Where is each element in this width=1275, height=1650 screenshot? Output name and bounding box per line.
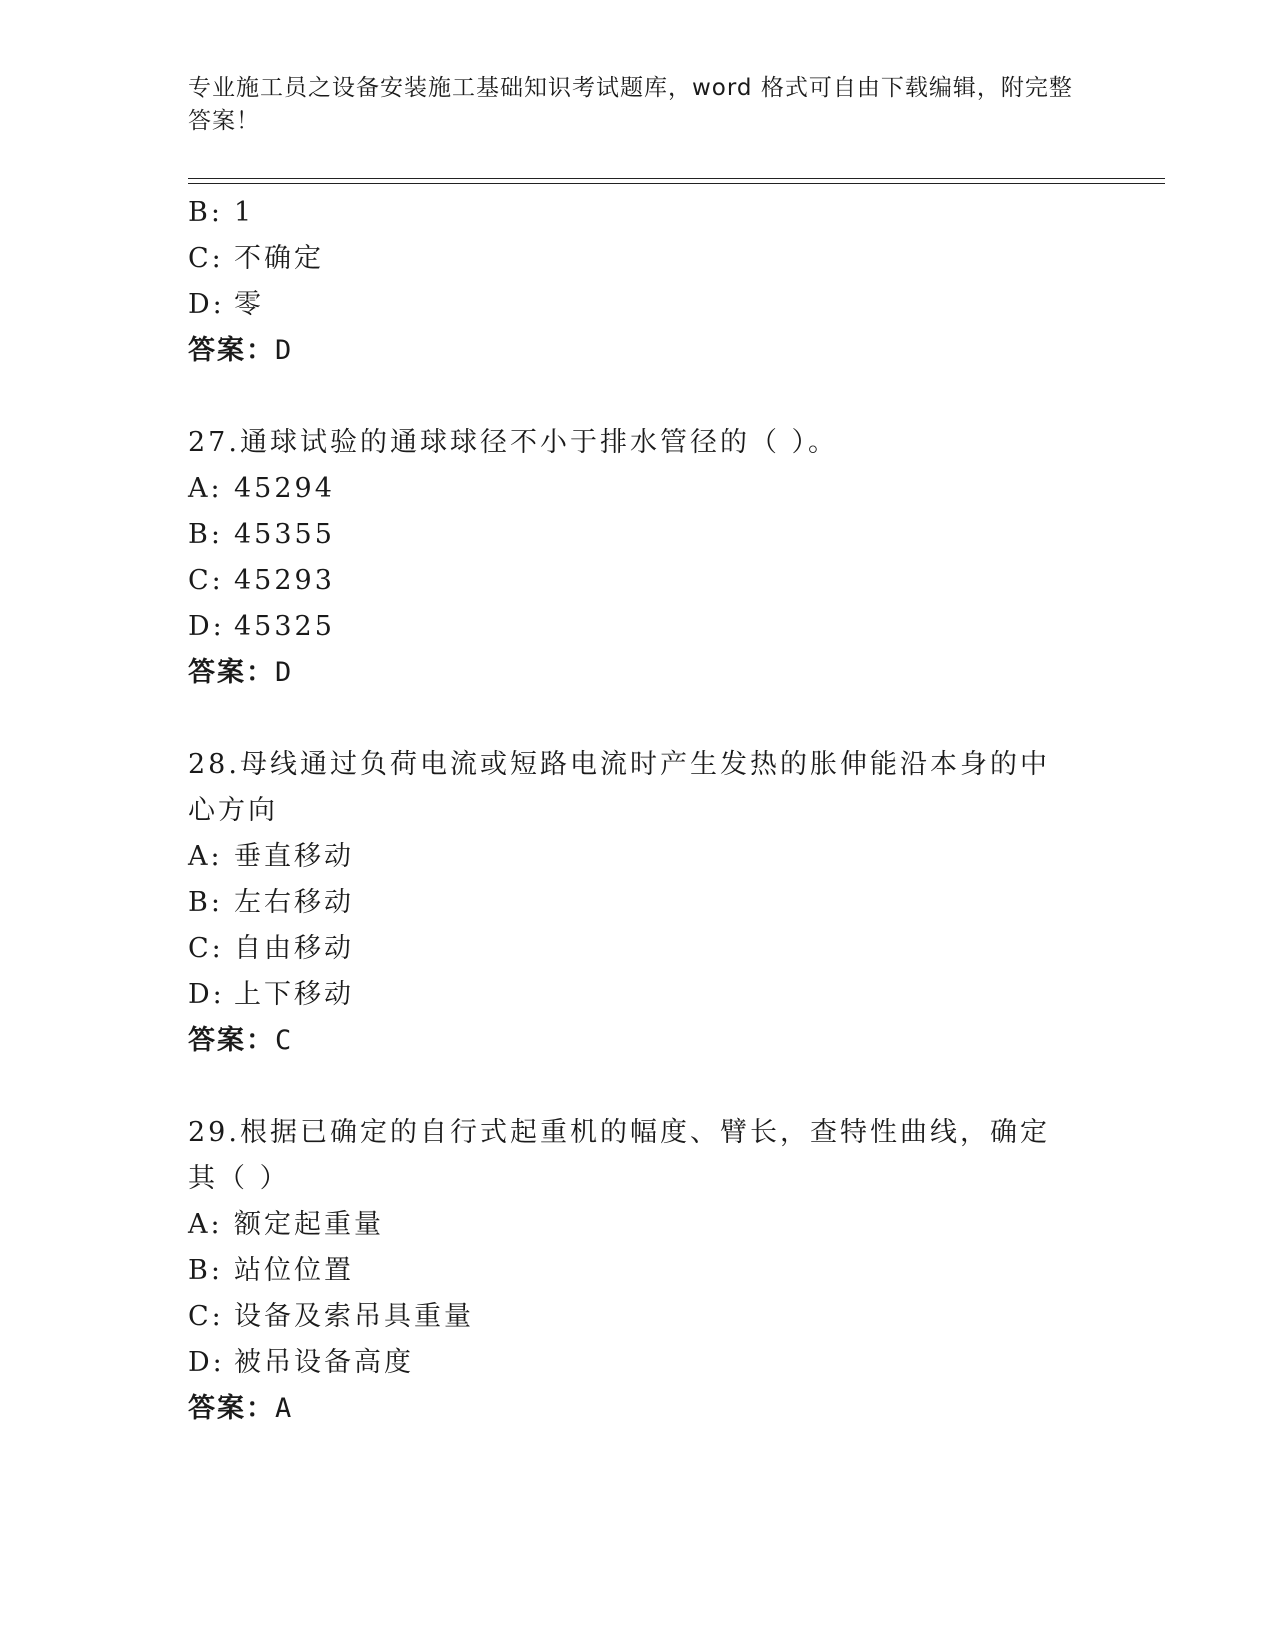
option-text: 站位位置	[234, 1255, 354, 1286]
answer-line	[188, 328, 1088, 374]
option-label: D:	[188, 611, 225, 642]
option-text: 45355	[234, 519, 335, 550]
answer-value: D	[275, 657, 294, 688]
option-label: D:	[188, 979, 225, 1010]
option-a	[188, 466, 1088, 512]
answer-value: A	[275, 1393, 294, 1424]
option-text: 45294	[234, 473, 335, 504]
option-text: 自由移动	[234, 933, 354, 964]
answer-line	[188, 650, 1088, 696]
option-c	[188, 558, 1088, 604]
option-label: C:	[188, 1301, 224, 1332]
header-divider-top	[188, 178, 1165, 179]
option-label: A:	[188, 473, 223, 504]
option-label: C:	[188, 565, 224, 596]
option-text: 45293	[234, 565, 335, 596]
question-text: 27.通球试验的通球球径不小于排水管径的（ ）。	[188, 427, 839, 458]
option-label: B:	[188, 519, 223, 550]
option-label: A:	[188, 841, 223, 872]
option-c	[188, 926, 1088, 972]
option-text: 1	[234, 197, 255, 228]
answer-line	[188, 1018, 1088, 1064]
answer-label: 答案：	[188, 657, 275, 688]
option-text: 垂直移动	[234, 841, 354, 872]
option-c	[188, 1294, 1088, 1340]
option-text: 额定起重量	[234, 1209, 384, 1240]
option-d	[188, 282, 1088, 328]
option-text: 设备及索吊具重量	[234, 1301, 474, 1332]
option-d	[188, 1340, 1088, 1386]
question-block-28	[188, 742, 1088, 1064]
option-text: 上下移动	[234, 979, 354, 1010]
option-c	[188, 236, 1088, 282]
option-b	[188, 512, 1088, 558]
question-block-27	[188, 420, 1088, 696]
spacer	[188, 374, 1088, 420]
question-text: 29.根据已确定的自行式起重机的幅度、臂长，查特性曲线，确定其（ ）	[188, 1117, 1050, 1194]
answer-line	[188, 1386, 1088, 1432]
document-header: 专业施工员之设备安装施工基础知识考试题库，word 格式可自由下载编辑，附完整答案！	[188, 75, 1073, 134]
option-label: C:	[188, 243, 224, 274]
option-label: B:	[188, 1255, 223, 1286]
answer-label: 答案：	[188, 335, 275, 366]
option-label: D:	[188, 1347, 225, 1378]
spacer	[188, 696, 1088, 742]
answer-value: D	[275, 335, 294, 366]
question-text: 28.母线通过负荷电流或短路电流时产生发热的胀伸能沿本身的中心方向	[188, 749, 1050, 826]
option-a	[188, 834, 1088, 880]
option-label: B:	[188, 197, 223, 228]
answer-label: 答案：	[188, 1393, 275, 1424]
option-a	[188, 1202, 1088, 1248]
option-label: D:	[188, 289, 225, 320]
option-text: 左右移动	[234, 887, 354, 918]
option-b	[188, 880, 1088, 926]
option-text: 零	[234, 289, 264, 320]
question-list	[188, 190, 1088, 1432]
option-text: 不确定	[234, 243, 324, 274]
option-label: C:	[188, 933, 224, 964]
option-text: 45325	[234, 611, 335, 642]
question-block-26	[188, 190, 1088, 374]
option-b	[188, 190, 1088, 236]
option-b	[188, 1248, 1088, 1294]
question-block-29	[188, 1110, 1088, 1432]
spacer	[188, 1064, 1088, 1110]
option-label: A:	[188, 1209, 223, 1240]
option-d	[188, 972, 1088, 1018]
header-divider-bottom	[188, 183, 1165, 184]
option-d	[188, 604, 1088, 650]
answer-label: 答案：	[188, 1025, 275, 1056]
option-text: 被吊设备高度	[234, 1347, 414, 1378]
answer-value: C	[275, 1025, 294, 1056]
option-label: B:	[188, 887, 223, 918]
